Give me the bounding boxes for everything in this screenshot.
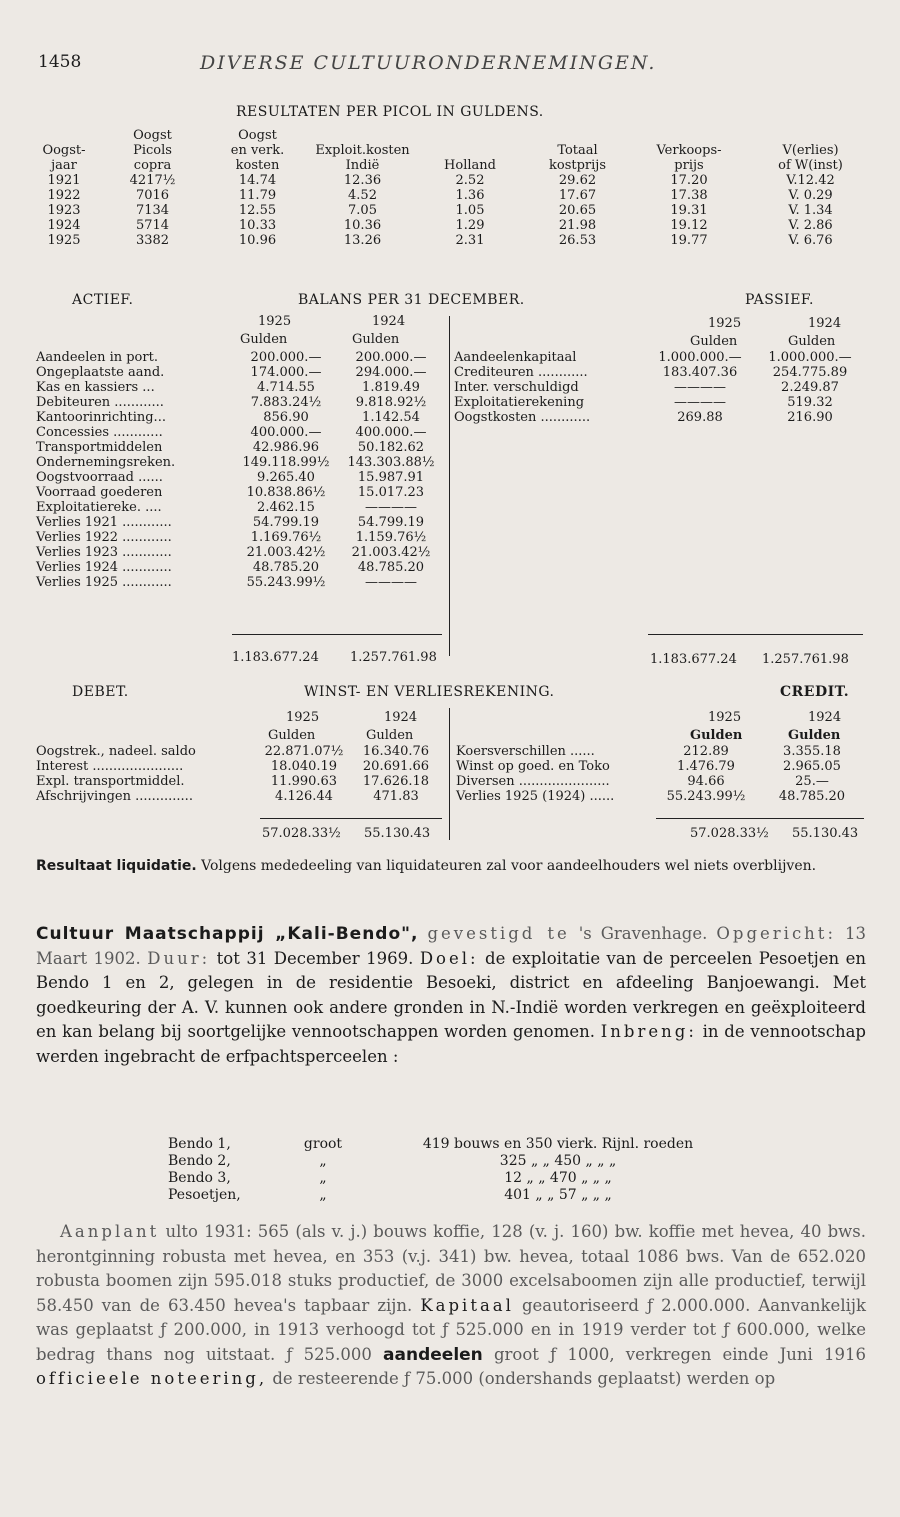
passief-row-value: 1.000.000.— [658, 350, 742, 365]
winst-total-right-1924: 55.130.43 [792, 826, 859, 841]
results-cell: 26.53 [558, 233, 597, 248]
perceel-row-value: „ [319, 1187, 327, 1203]
actief-row-value: 1.159.76½ [355, 530, 427, 545]
results-col-header: jaar [51, 158, 77, 173]
results-cell: V. 2.86 [788, 218, 833, 233]
actief-row-value: 21.003.42½ [351, 545, 431, 560]
winst-total-rule-left [260, 818, 442, 819]
winst-total-left-1924: 55.130.43 [364, 826, 431, 841]
results-title: RESULTATEN PER PICOL IN GULDENS. [236, 104, 544, 120]
doel-text: de exploitatie van de perceelen Pesoetjen en Bendo 1 en 2, gelegen in de residentie Besoeki, district en afdeeling Banjoewangi. Met goedkeuring der A. V. kunnen ook andere gronden in N.-Indië worden verkregen en geëxploiteerd en kan belang bij soortgelijke vennootschappen worden genomen. [36, 948, 866, 1041]
credit-row-value: 94.66 [687, 774, 725, 789]
actief-row-value: 15.987.91 [357, 470, 425, 485]
actief-row-label: Verlies 1922 ............ [36, 530, 172, 545]
actief-row [36, 560, 446, 575]
results-col-header: Picols [133, 143, 172, 158]
actief-row-label: Verlies 1921 ............ [36, 515, 172, 530]
credit-row-label: Koersverschillen ...... [456, 744, 595, 759]
debet-row-value: 18.040.19 [270, 759, 338, 774]
actief-row-label: Concessies ............ [36, 425, 163, 440]
actief-row-value: 2.462.15 [257, 500, 315, 515]
actief-row-value: ———— [365, 500, 417, 515]
results-row [28, 203, 873, 218]
balans-total-rule-left [232, 634, 442, 635]
actief-row-value: 1.142.54 [362, 410, 420, 425]
winst-unit-1: Gulden [268, 728, 316, 743]
actief-row-label: Verlies 1924 ............ [36, 560, 172, 575]
credit-row-label: Diversen ...................... [456, 774, 610, 789]
kapitaal-label: Kapitaal [420, 1295, 514, 1315]
passief-row [454, 350, 864, 365]
passief-row-value: ———— [674, 380, 726, 395]
actief-row-label: Oogstvoorraad ...... [36, 470, 163, 485]
passief-unit-2: Gulden [788, 334, 836, 349]
perceel-row-value: „ [319, 1170, 327, 1186]
actief-row-value: 21.003.42½ [246, 545, 326, 560]
credit-row-value: 25.— [795, 774, 829, 789]
doel-label: Doel: [419, 948, 479, 968]
actief-row-value: 4.714.55 [257, 380, 315, 395]
credit-row-value: 1.476.79 [677, 759, 735, 774]
winst-divider [449, 708, 450, 840]
debet-row-value: 16.340.76 [362, 744, 430, 759]
actief-row-value: 15.017.23 [357, 485, 425, 500]
passief-row-value: 519.32 [787, 395, 833, 410]
results-col-header: Exploit.kosten [315, 143, 410, 158]
results-cell: 29.62 [558, 173, 597, 188]
passief-row-value: 1.000.000.— [768, 350, 852, 365]
passief-unit-1: Gulden [690, 334, 738, 349]
actief-row-value: 9.265.40 [257, 470, 315, 485]
actief-row-value: 856.90 [263, 410, 309, 425]
inbreng-label: Inbreng: [600, 1022, 697, 1041]
debet-row-value: 471.83 [373, 789, 419, 804]
perceel-row-label: Pesoetjen, [168, 1187, 241, 1203]
actief-row-label: Verlies 1925 ............ [36, 575, 172, 590]
actief-row [36, 365, 446, 380]
debet-row-value: 20.691.66 [362, 759, 430, 774]
inbreng-text: in de vennootschap werden ingebracht de erfpachtsperceelen : [36, 1022, 866, 1066]
company-name: Cultuur Maatschappij „Kali-Bendo", [36, 924, 419, 944]
actief-row-label: Kas en kassiers ... [36, 380, 155, 395]
credit-table [456, 744, 864, 804]
results-cell: 1.36 [455, 188, 485, 203]
results-cell: 10.33 [238, 218, 277, 233]
results-cell: 12.55 [238, 203, 277, 218]
officieele-label: officieele noteering, [36, 1369, 268, 1388]
perceel-row [168, 1153, 738, 1170]
perceel-row-label: Bendo 3, [168, 1170, 231, 1186]
passief-label: PASSIEF. [745, 292, 814, 308]
debet-label: DEBET. [72, 684, 129, 700]
actief-row [36, 485, 446, 500]
actief-row-value: 54.799.19 [357, 515, 425, 530]
balans-title: BALANS PER 31 DECEMBER. [298, 292, 525, 308]
balans-year-1925: 1925 [258, 314, 292, 329]
perceel-row-label: Bendo 2, [168, 1153, 231, 1169]
actief-row-label: Voorraad goederen [36, 485, 163, 500]
perceel-row-value: 325 „ „ 450 „ „ „ [499, 1153, 617, 1169]
results-cell: V. 6.76 [788, 233, 833, 248]
results-cell: 10.36 [343, 218, 382, 233]
passief-row-value: 183.407.36 [662, 365, 738, 380]
results-table [28, 128, 873, 248]
actief-row-value: 42.986.96 [252, 440, 320, 455]
results-cell: 4.52 [348, 188, 377, 203]
officieele-text: de resteerende ƒ 75.000 (ondershands geplaatst) werden op [272, 1369, 776, 1388]
balans-unit-1: Gulden [240, 332, 288, 347]
results-cell: 1.29 [455, 218, 485, 233]
balans-year-1924: 1924 [372, 314, 406, 329]
actief-row-label: Ondernemingsreken. [36, 455, 176, 470]
actief-row-value: 9.818.92½ [355, 395, 427, 410]
perceel-row [168, 1170, 738, 1187]
debet-row [36, 744, 446, 759]
actief-row-value: 48.785.20 [252, 560, 320, 575]
credit-year-1924: 1924 [808, 710, 842, 725]
results-cell: V. 1.34 [788, 203, 833, 218]
duur-text: tot 31 December 1969. [216, 948, 414, 968]
passief-table [454, 350, 864, 425]
actief-row-value: 143.303.88½ [347, 455, 435, 470]
actief-row-label: Ongeplaatste aand. [36, 365, 165, 380]
results-header-row [28, 158, 873, 173]
results-cell: 5714 [135, 218, 170, 233]
credit-row-value: 3.355.18 [783, 744, 841, 759]
aandeelen-text: groot ƒ 1000, verkregen einde Juni 1916 [493, 1344, 866, 1364]
results-cell: 7.05 [348, 203, 377, 218]
results-header-row [28, 143, 873, 158]
credit-row [456, 774, 864, 789]
actief-row-value: ———— [365, 575, 417, 590]
credit-row-value: 55.243.99½ [666, 789, 746, 804]
results-cell: 19.12 [670, 218, 708, 233]
results-cell: V. 0.29 [788, 188, 833, 203]
actief-row-label: Verlies 1923 ............ [36, 545, 172, 560]
actief-row [36, 470, 446, 485]
results-cell: 2.31 [455, 233, 485, 248]
balans-total-right-1924: 1.257.761.98 [762, 652, 849, 667]
results-col-header: prijs [674, 158, 704, 173]
passief-row [454, 395, 864, 410]
results-cell: 21.98 [558, 218, 597, 233]
credit-row-value: 48.785.20 [778, 789, 846, 804]
company-paragraph [36, 922, 866, 1069]
aandeelen-label: aandeelen [383, 1344, 483, 1365]
balans-unit-2: Gulden [352, 332, 400, 347]
perceel-row [168, 1187, 738, 1204]
winst-title: WINST- EN VERLIESREKENING. [304, 684, 555, 700]
debet-row-label: Interest ...................... [36, 759, 184, 774]
results-cell: V.12.42 [786, 173, 835, 188]
actief-row-value: 54.799.19 [252, 515, 320, 530]
results-col-header-spacer [630, 128, 748, 143]
balans-total-right-1925: 1.183.677.24 [650, 652, 737, 667]
page-number: 1458 [38, 52, 82, 72]
results-col-header-spacer [525, 128, 630, 143]
actief-row-value: 200.000.— [250, 350, 322, 365]
aanplant-paragraph [36, 1220, 866, 1392]
actief-row [36, 395, 446, 410]
results-col-header: Totaal [557, 143, 598, 158]
actief-row-value: 10.838.86½ [246, 485, 326, 500]
actief-row [36, 575, 446, 590]
passief-row-label: Inter. verschuldigd [454, 380, 579, 395]
credit-row [456, 759, 864, 774]
passief-row-label: Exploitatierekening [454, 395, 585, 410]
results-cell: 13.26 [343, 233, 382, 248]
perceel-row-label: Bendo 1, [168, 1136, 231, 1152]
actief-row-value: 400.000.— [250, 425, 322, 440]
actief-row-label: Transportmiddelen [36, 440, 163, 455]
passief-row-value: 269.88 [677, 410, 723, 425]
results-header-row [28, 128, 873, 143]
passief-row-label: Oogstkosten ............ [454, 410, 591, 425]
actief-row-value: 50.182.62 [357, 440, 425, 455]
actief-row-value: 149.118.99½ [242, 455, 330, 470]
perceel-row-value: 419 bouws en 350 vierk. Rijnl. roeden [422, 1136, 694, 1152]
results-cell: 2.52 [455, 173, 485, 188]
passief-row-value: 2.249.87 [781, 380, 839, 395]
perceel-row-value: 12 „ „ 470 „ „ „ [504, 1170, 612, 1186]
results-col-header: kosten [235, 158, 280, 173]
debet-row-value: 22.871.07½ [264, 744, 344, 759]
perceelen-table [168, 1136, 738, 1204]
debet-row-label: Afschrijvingen .............. [36, 789, 193, 804]
results-cell: 7016 [135, 188, 170, 203]
results-row [28, 173, 873, 188]
actief-row-label: Aandeelen in port. [36, 350, 158, 365]
actief-row [36, 545, 446, 560]
results-col-header: Oogst [238, 128, 277, 143]
actief-row [36, 410, 446, 425]
results-col-header-spacer [415, 128, 525, 143]
results-cell: 1923 [47, 203, 81, 218]
debet-row-value: 17.626.18 [362, 774, 430, 789]
passief-row-value: ———— [674, 395, 726, 410]
aanplant-text: ulto 1931: 565 (als v. j.) bouws koffie, 128 (v. j. 160) bw. koffie met hevea, 40 bws. herontginning robusta met hevea, en 353 (v.j. 341) bw. hevea, totaal 1086 bws. Van de 652.020 robusta boomen zijn 595.018 stuks productief, de 3000 excelsaboomen zijn alle productief, terwijl 58.450 van de 63.450 hevea's tapbaar zijn. [36, 1222, 867, 1315]
credit-row [456, 744, 864, 759]
company-place: 's Gravenhage. [578, 924, 708, 943]
actief-row [36, 500, 446, 515]
passief-row-label: Aandeelenkapitaal [454, 350, 577, 365]
results-col-header [415, 143, 525, 158]
opgericht-date: 13 Maart 1902. [36, 924, 866, 968]
actief-row-label: Kantoorinrichting... [36, 410, 166, 425]
winst-total-left-1925: 57.028.33½ [262, 826, 341, 841]
results-col-header: V(erlies) [782, 143, 839, 158]
results-cell: 1924 [47, 218, 81, 233]
debet-row [36, 789, 446, 804]
liquidatie-paragraph [36, 858, 866, 875]
results-col-header: kostprijs [549, 158, 606, 173]
balans-total-rule-right [648, 634, 863, 635]
passief-year-1924: 1924 [808, 316, 842, 331]
credit-row-value: 2.965.05 [783, 759, 841, 774]
actief-label: ACTIEF. [72, 292, 134, 308]
results-cell: 1922 [47, 188, 81, 203]
results-cell: 17.20 [670, 173, 708, 188]
debet-row-value: 4.126.44 [275, 789, 333, 804]
debet-row-value: 11.990.63 [270, 774, 338, 789]
running-title: DIVERSE CULTUURONDERNEMINGEN. [200, 52, 657, 74]
results-cell: 12.36 [343, 173, 382, 188]
results-cell: 19.77 [670, 233, 708, 248]
opgericht-label: Opgericht: [716, 924, 836, 943]
results-cell: 7134 [135, 203, 170, 218]
duur-label: Duur: [147, 948, 211, 968]
balans-divider [449, 316, 450, 656]
credit-row [456, 789, 864, 804]
actief-row [36, 530, 446, 545]
winst-year-1924: 1924 [384, 710, 418, 725]
debet-row-label: Expl. transportmiddel. [36, 774, 185, 789]
results-cell: 1925 [47, 233, 81, 248]
results-body [28, 173, 873, 248]
results-col-header-spacer [748, 128, 873, 143]
aanplant-label: Aanplant [60, 1222, 160, 1241]
results-col-header: Indië [345, 158, 380, 173]
results-row [28, 233, 873, 248]
credit-row-label: Verlies 1925 (1924) ...... [456, 789, 615, 804]
results-cell: 1921 [47, 173, 81, 188]
actief-row [36, 380, 446, 395]
passief-row [454, 380, 864, 395]
results-col-header: Verkoops- [656, 143, 722, 158]
results-cell: 10.96 [238, 233, 277, 248]
winst-unit-2: Gulden [366, 728, 414, 743]
passief-row-label: Crediteuren ............ [454, 365, 588, 380]
results-cell: 3382 [135, 233, 170, 248]
results-cell: 19.31 [670, 203, 708, 218]
perceel-row-value: „ [319, 1153, 327, 1169]
results-col-header: of W(inst) [778, 158, 843, 173]
passief-row [454, 365, 864, 380]
actief-row [36, 350, 446, 365]
actief-row-value: 1.169.76½ [250, 530, 322, 545]
credit-year-1925: 1925 [708, 710, 742, 725]
results-cell: 11.79 [238, 188, 277, 203]
results-col-header: Holland [444, 158, 496, 173]
liquidatie-label: Resultaat liquidatie. [36, 858, 197, 874]
debet-row-label: Oogstrek., nadeel. saldo [36, 744, 196, 759]
results-cell: 1.05 [455, 203, 485, 218]
actief-row-label: Debiteuren ............ [36, 395, 164, 410]
company-gevestigd: gevestigd te [427, 924, 570, 943]
debet-row [36, 774, 446, 789]
results-row [28, 188, 873, 203]
debet-table [36, 744, 446, 804]
balans-total-left-1924: 1.257.761.98 [350, 650, 437, 665]
results-col-header-spacer [310, 128, 415, 143]
credit-unit-2: Gulden [788, 728, 841, 743]
actief-row-value: 1.819.49 [362, 380, 420, 395]
passief-row-value: 254.775.89 [772, 365, 848, 380]
passief-row-value: 216.90 [787, 410, 833, 425]
kapitaal-text: geautoriseerd ƒ 2.000.000. Aanvankelijk was geplaatst ƒ 200.000, in 1913 verhoogd tot ƒ 525.000 en in 1919 verder tot ƒ 600.000, welke bedrag thans nog uitstaat. ƒ 525.000 [36, 1295, 866, 1364]
winst-total-rule-right [656, 818, 864, 819]
results-cell: 17.67 [558, 188, 597, 203]
actief-row [36, 440, 446, 455]
actief-row-value: 400.000.— [355, 425, 427, 440]
liquidatie-text: Volgens mededeeling van liquidateuren zal voor aandeelhouders wel niets overblijven. [201, 858, 817, 874]
actief-table [36, 350, 446, 590]
perceel-row [168, 1136, 738, 1153]
actief-row-value: 55.243.99½ [246, 575, 326, 590]
results-col-header: Oogst- [42, 143, 86, 158]
actief-row-value: 200.000.— [355, 350, 427, 365]
passief-year-1925: 1925 [708, 316, 742, 331]
perceel-row-value: 401 „ „ 57 „ „ „ [504, 1187, 612, 1203]
results-cell: 20.65 [558, 203, 597, 218]
results-col-header: en verk. [230, 143, 285, 158]
perceel-row-value: groot [303, 1136, 343, 1152]
debet-row [36, 759, 446, 774]
actief-row-value: 48.785.20 [357, 560, 425, 575]
actief-row [36, 515, 446, 530]
results-header [28, 128, 873, 173]
winst-total-right-1925: 57.028.33½ [690, 826, 769, 841]
results-row [28, 218, 873, 233]
results-col-header-spacer [28, 128, 100, 143]
actief-row [36, 455, 446, 470]
credit-label: CREDIT. [780, 684, 850, 700]
winst-year-1925: 1925 [286, 710, 320, 725]
actief-row-label: Exploitatiereke. .... [36, 500, 162, 515]
passief-row [454, 410, 864, 425]
results-cell: 4217½ [129, 173, 176, 188]
credit-unit-1: Gulden [690, 728, 743, 743]
balans-total-left-1925: 1.183.677.24 [232, 650, 319, 665]
actief-row [36, 425, 446, 440]
actief-row-value: 174.000.— [250, 365, 322, 380]
actief-row-value: 294.000.— [355, 365, 427, 380]
results-col-header: Oogst [133, 128, 172, 143]
results-cell: 17.38 [670, 188, 708, 203]
results-col-header: copra [133, 158, 172, 173]
actief-row-value: 7.883.24½ [250, 395, 322, 410]
results-cell: 14.74 [238, 173, 277, 188]
credit-row-value: 212.89 [683, 744, 729, 759]
credit-row-label: Winst op goed. en Toko [456, 759, 610, 774]
